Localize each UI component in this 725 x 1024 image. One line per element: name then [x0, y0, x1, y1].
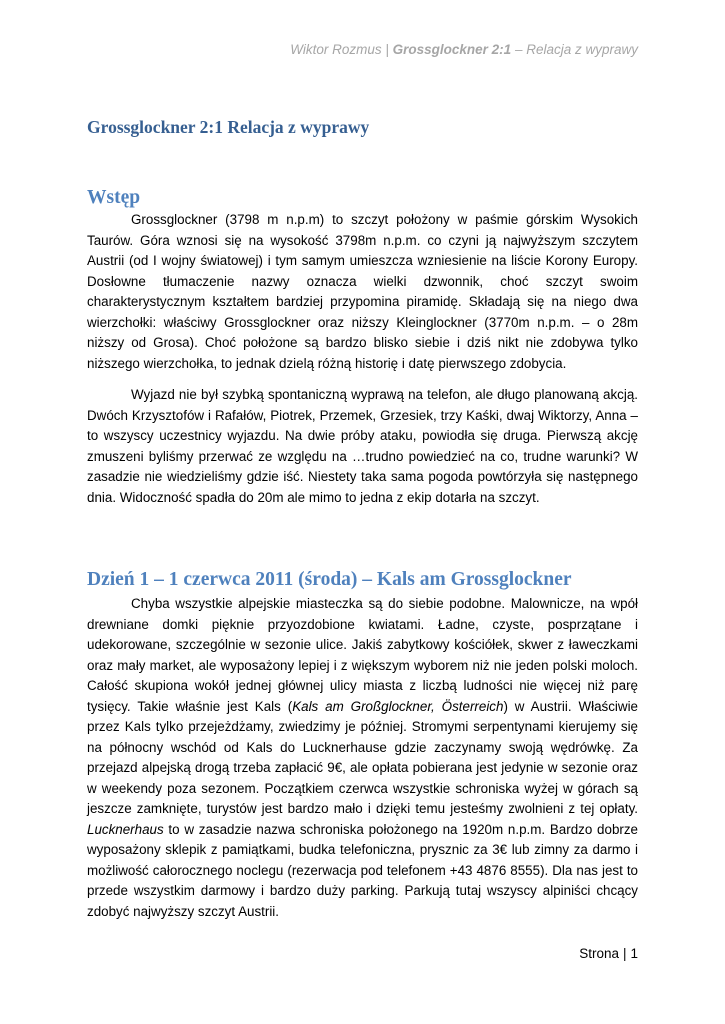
day-1-italic-hut: Lucknerhaus [87, 821, 164, 837]
day-1-text-c: to w zasadzie nazwa schroniska położonego na 1920m n.p.m. Bardzo dobrze wyposażony sklepik z pamiątkami, budka telefoniczna, prysznic za 3€ lub zimny za darmo i możliwość całorocznego noclegu (rezerwacja pod telefonem +43 4876 8555). Dla nas jest to przede wszystkim darmowy i bardzo duży parking. Parkują tutaj wszyscy alpiniści chcący zdobyć najwyższy szczyt Austrii. [87, 821, 638, 919]
day-1-text-a: Chyba wszystkie alpejskie miasteczka są do siebie podobne. Malownicze, na wpół drewniane domki pięknie przyozdobione kwiatami. Ładne, czyste, posprzątane i udekorowane, szczególnie w sezonie ulice. Jakiś zabytkowy kościółek, skwer z ławeczkami oraz mały market, ale wyposażony lepiej i z większym wyborem niż nie jeden polski moloch. Całość skupiona wokół jednej głównej ulicy miasta z liczbą ludności nie więcej niż parę tysięcy. Takie właśnie jest Kals ( [87, 596, 638, 714]
page-number: 1 [630, 946, 638, 961]
intro-paragraph-2 [87, 385, 638, 508]
intro-paragraph-1-text: Grossglockner (3798 m n.p.m) to szczyt położony w paśmie górskim Wysokich Taurów. Góra wznosi się na wysokość 3798m n.p.m. co czyni ją najwyższym szczytem Austrii (od I wojny światowej) i tym samym umieszcza wzniesienie na liście Korony Europy. Dosłowne tłumaczenie nazwy oznacza wielki dzwonnik, choć szczyt swoim charakterystycznym kształtem bardziej przypomina piramidę. Składają się na niego dwa wierzchołki: właściwy Grossglockner oraz niższy Kleinglockner (3770m n.p.m. – o 28m niższy od Grosa). Choć położone są bardzo blisko siebie i dziś nikt nie zdobywa tylko niższego wierzchołka, to jednak dzielą różną historię i datę pierwszego zdobycia. [87, 212, 638, 371]
section-heading-intro: Wstęp [87, 187, 141, 208]
day-1-text-b: ) w Austrii. Właściwie przez Kals tylko przejeżdżamy, zwiedzimy je później. Stromymi serpentynami kierujemy się na północny wschód od Kals do Lucknerhause gdzie zaczynamy swoją wędrówkę. Za przejazd alpejską drogą trzeba zapłacić 9€, ale opłata pobierana jest jedynie w sezonie oraz w weekendy poza sezonem. Początkiem czerwca wszystkie schroniska wyżej w górach są jeszcze zamknięte, turystów jest bardzo mało i dzięki temu jesteśmy zwolnieni z tej opłaty. [87, 698, 638, 816]
page-header [290, 42, 638, 57]
header-subtitle: – Relacja z wyprawy [514, 42, 638, 57]
header-separator: | [385, 42, 389, 57]
document-title: Grossglockner 2:1 Relacja z wyprawy [87, 117, 370, 137]
header-author: Wiktor Rozmus [290, 42, 382, 57]
section-heading-day-1: Dzień 1 – 1 czerwca 2011 (środa) – Kals am Grossglockner [87, 569, 572, 590]
intro-paragraph-1 [87, 210, 638, 374]
footer-label: Strona [579, 946, 619, 961]
footer-separator: | [622, 946, 627, 961]
day-1-paragraph [87, 594, 638, 922]
page-footer [579, 946, 638, 961]
intro-paragraph-2-text: Wyjazd nie był szybką spontaniczną wyprawą na telefon, ale długo planowaną akcją. Dwóch Krzysztofów i Rafałów, Piotrek, Przemek, Grzesiek, trzy Kaśki, dwaj Wiktorzy, Anna – to wszyscy uczestnicy wyjazdu. Na dwie próby ataku, powiodła się druga. Pierwszą akcję zmuszeni byliśmy przerwać ze względu na …trudno powiedzieć na co, trudne warunki? W zasadzie nie wiedzieliśmy gdzie iść. Niestety taka sama pogoda powtórzyła się następnego dnia. Widoczność spadła do 20m ale mimo to jedna z ekip dotarła na szczyt. [87, 387, 638, 505]
header-title: Grossglockner 2:1 [392, 42, 512, 57]
day-1-italic-place: Kals am Großglockner, Österreich [292, 698, 504, 714]
